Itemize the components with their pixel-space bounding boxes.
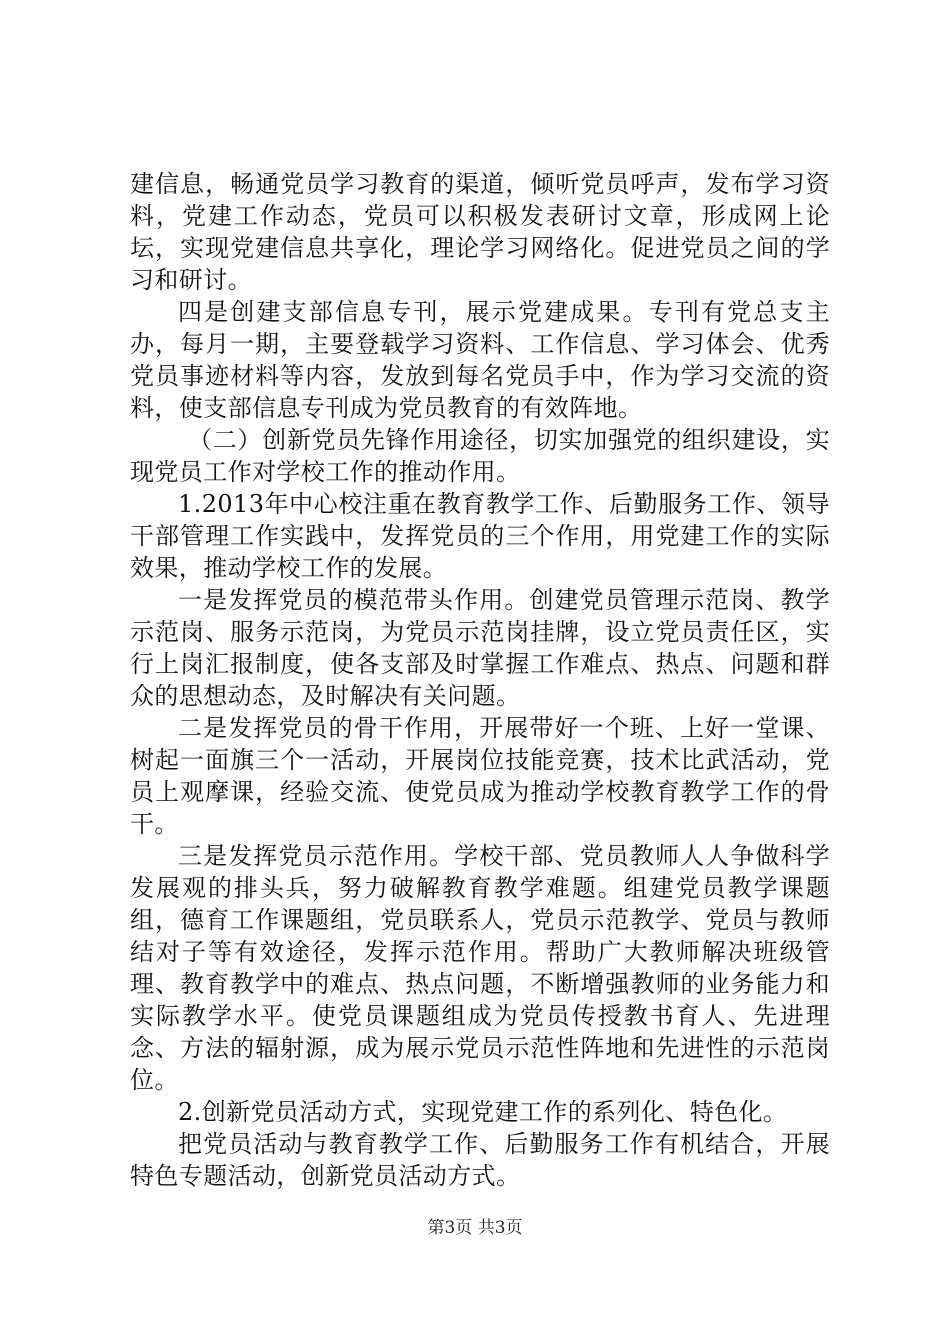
paragraph-point-four: 四是创建支部信息专刊，展示党建成果。专刊有党总支主办，每月一期，主要登载学习资料、工作信息、学习体会、优秀党员事迹材料等内容，发放到每名党员手中，作为学习交流的资料，使支部信息专刊成为党员教育的有效阵地。 [130,298,830,422]
paragraph-item-one: 1.2013年中心校注重在教育教学工作、后勤服务工作、领导干部管理工作实践中，发挥党员的三个作用，用党建工作的实际效果，推动学校工作的发展。 [130,490,830,582]
paragraph-item-two: 2.创新党员活动方式，实现党建工作的系列化、特色化。 [178,1098,788,1126]
paragraph-role-model: 一是发挥党员的模范带头作用。创建党员管理示范岗、教学示范岗、服务示范岗，为党员示范岗挂牌，设立党员责任区，实行上岗汇报制度，使各支部及时掌握工作难点、热点、问题和群众的思想动态，及时解决有关问题。 [130,586,830,710]
paragraph-backbone: 二是发挥党员的骨干作用，开展带好一个班、上好一堂课、树起一面旗三个一活动，开展岗位技能竞赛，技术比武活动，党员上观摩课，经验交流、使党员成为推动学校教育教学工作的骨干。 [130,714,830,838]
paragraph-continuation: 建信息，畅通党员学习教育的渠道，倾听党员呼声，发布学习资料，党建工作动态，党员可以积极发表研讨文章，形成网上论坛，实现党建信息共享化，理论学习网络化。促进党员之间的学习和研讨。 [130,170,830,294]
document-body [130,168,830,1192]
section-heading-two: （二）创新党员先锋作用途径，切实加强党的组织建设，实现党员工作对学校工作的推动作用。 [130,426,830,486]
paragraph-demonstration: 三是发挥党员示范作用。学校干部、党员教师人人争做科学发展观的排头兵，努力破解教育教学难题。组建党员教学课题组，德育工作课题组，党员联系人，党员示范教学、党员与教师结对子等有效途径，发挥示范作用。帮助广大教师解决班级管理、教育教学中的难点、热点问题，不断增强教师的业务能力和实际教学水平。使党员课题组成为党员传授教书育人、先进理念、方法的辐射源，成为展示党员示范性阵地和先进性的示范岗位。 [130,842,830,1094]
page-footer: 第3页 共3页 [427,1218,523,1238]
paragraph-activities: 把党员活动与教育教学工作、后勤服务工作有机结合，开展特色专题活动，创新党员活动方式。 [130,1130,830,1190]
